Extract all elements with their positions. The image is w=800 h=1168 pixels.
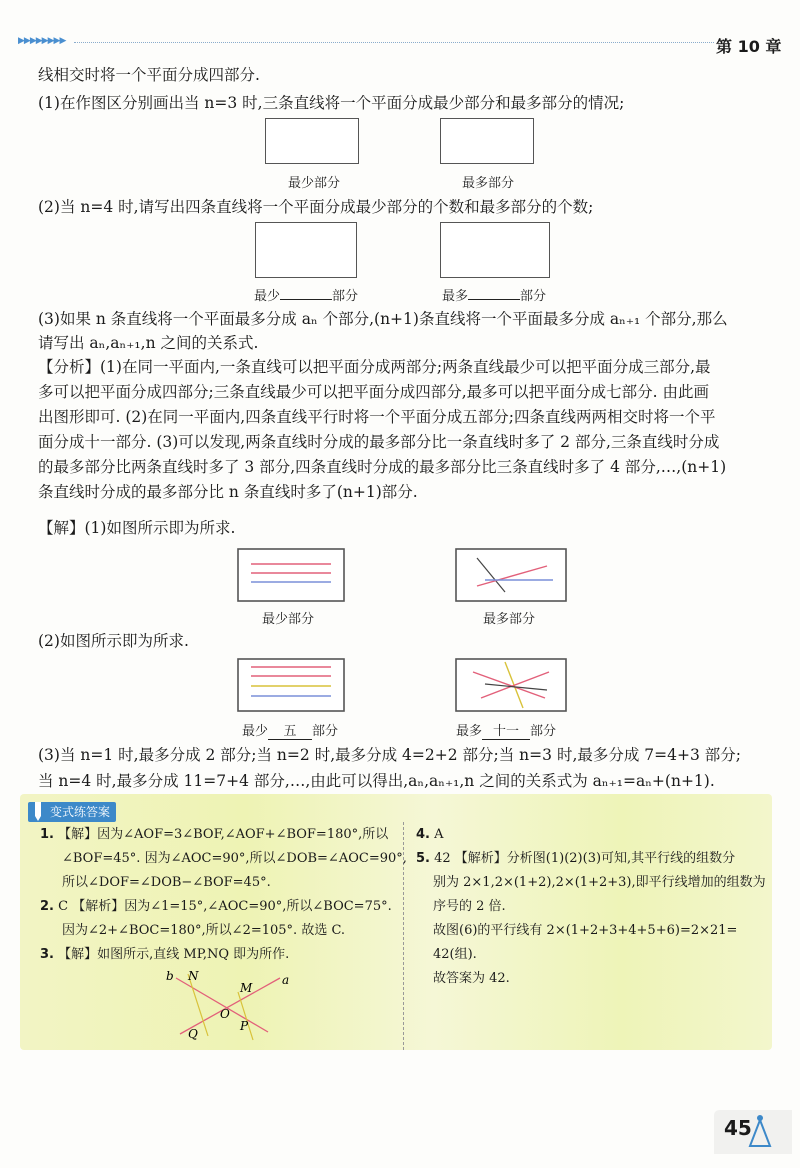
pencil-icon — [30, 800, 46, 822]
caption-min: 最少部分 — [262, 612, 315, 627]
analysis-line: 多可以把平面分成四部分;三条直线最少可以把平面分成四部分,最多可以把平面分成七部分. 由此画 — [38, 383, 710, 401]
caption-min-blank: 最少 部分 — [254, 289, 359, 304]
draw-area-min-4[interactable] — [255, 222, 357, 278]
label-a: a — [282, 973, 290, 987]
caption-max-filled: 最多 十一 部分 — [456, 720, 556, 740]
solution-line: 当 n=4 时,最多分成 11=7+4 部分,…,由此可以得出,aₙ,aₙ₊₁,n 之间的关系式为 aₙ₊₁=aₙ+(n+1). — [38, 772, 715, 790]
caption-max: 最多部分 — [483, 612, 536, 627]
text-line: 线相交时将一个平面分成四部分. — [38, 66, 260, 84]
text-line: (1)在作图区分别画出当 n=3 时,三条直线将一个平面分成最少部分和最多部分的情况; — [38, 94, 625, 112]
solution-line: (2)如图所示即为所求. — [38, 632, 189, 650]
answer-eleven: 十一 — [482, 720, 530, 740]
answer-5-line: 故图(6)的平行线有 2×(1+2+3+4+5+6)=2×21= — [433, 923, 738, 938]
analysis-line: 【分析】(1)在同一平面内,一条直线可以把平面分成两部分;两条直线最少可以把平面分成三部分,最 — [38, 358, 711, 376]
label-O: O — [220, 1007, 230, 1021]
answer-3: 3. 【解】如图所示,直线 MP,NQ 即为所作. — [40, 947, 290, 962]
caption-min-filled: 最少 五 部分 — [242, 720, 338, 740]
analysis-line: 出图形即可. (2)在同一平面内,四条直线平行时将一个平面分成五部分;四条直线两两相交时将一个平 — [38, 408, 716, 426]
figure-perpendicular-lines — [158, 966, 298, 1042]
answer-5-line: 别为 2×1,2×(1+2),2×(1+2+3),即平行线增加的组数为 — [433, 875, 766, 890]
answer-1-line: 所以∠DOF=∠DOB−∠BOF=45°. — [62, 875, 271, 890]
answer-five: 五 — [268, 720, 312, 740]
draw-area-min[interactable] — [265, 118, 359, 164]
caption-max: 最多部分 — [462, 176, 515, 191]
label-P: P — [240, 1019, 249, 1033]
analysis-line: 的最多部分比两条直线时多了 3 部分,四条直线时分成的最多部分比三条直线时多了 4 部分,…,(n+1) — [38, 458, 727, 476]
label-Q: Q — [188, 1027, 198, 1041]
answer-blank[interactable] — [468, 299, 520, 300]
text-line: 请写出 aₙ,aₙ₊₁,n 之间的关系式. — [38, 334, 259, 352]
chapter-title: 第 10 章 — [716, 37, 782, 56]
label-N: N — [188, 969, 199, 983]
figure-three-parallel-lines — [237, 548, 345, 602]
label-b: b — [166, 969, 174, 983]
answer-5-line: 序号的 2 倍. — [433, 899, 506, 914]
text-line: (2)当 n=4 时,请写出四条直线将一个平面分成最少部分的个数和最多部分的个数; — [38, 198, 594, 216]
answer-2: 2. C 【解析】因为∠1=15°,∠AOC=90°,所以∠BOC=75°. — [40, 899, 392, 914]
analysis-line: 面分成十一部分. (3)可以发现,两条直线时分成的最多部分比一条直线时多了 2 部分,三条直线时分成 — [38, 433, 720, 451]
figure-three-intersecting-lines — [455, 548, 567, 602]
answer-4: 4. A — [416, 827, 444, 842]
answer-5-line: 42(组). — [433, 947, 477, 962]
figure-four-intersecting-lines — [455, 658, 567, 712]
header-dotted-rule — [74, 42, 714, 43]
caption-max-blank: 最多 部分 — [442, 289, 547, 304]
solution-line: 【解】(1)如图所示即为所求. — [38, 519, 236, 537]
draw-area-max[interactable] — [440, 118, 534, 164]
answer-5: 5. 42 【解析】分析图(1)(2)(3)可知,其平行线的组数分 — [416, 851, 736, 866]
caption-min: 最少部分 — [288, 176, 341, 191]
answer-blank[interactable] — [280, 299, 332, 300]
answer-2-line: 因为∠2+∠BOC=180°,所以∠2=105°. 故选 C. — [62, 923, 346, 938]
solution-line: (3)当 n=1 时,最多分成 2 部分;当 n=2 时,最多分成 4=2+2 部分;当 n=3 时,最多分成 7=4+3 部分; — [38, 746, 742, 764]
header-arrows: ▶▶▶▶▶▶▶▶ — [18, 36, 66, 46]
answers-tag: 变式练答案 — [28, 802, 116, 822]
answer-5-line: 故答案为 42. — [433, 971, 510, 986]
draw-area-max-4[interactable] — [440, 222, 550, 278]
figure-four-parallel-lines — [237, 658, 345, 712]
page-number: 45 — [724, 1116, 752, 1140]
text-line: (3)如果 n 条直线将一个平面最多分成 aₙ 个部分,(n+1)条直线将一个平面最多分成 aₙ₊₁ 个部分,那么 — [38, 310, 728, 328]
label-M: M — [240, 981, 253, 995]
analysis-line: 条直线时分成的最多部分比 n 条直线时多了(n+1)部分. — [38, 483, 418, 501]
answer-1-line: ∠BOF=45°. 因为∠AOC=90°,所以∠DOB=∠AOC=90°, — [62, 851, 407, 866]
answer-1: 1. 【解】因为∠AOF=3∠BOF,∠AOF+∠BOF=180°,所以 — [40, 827, 389, 842]
